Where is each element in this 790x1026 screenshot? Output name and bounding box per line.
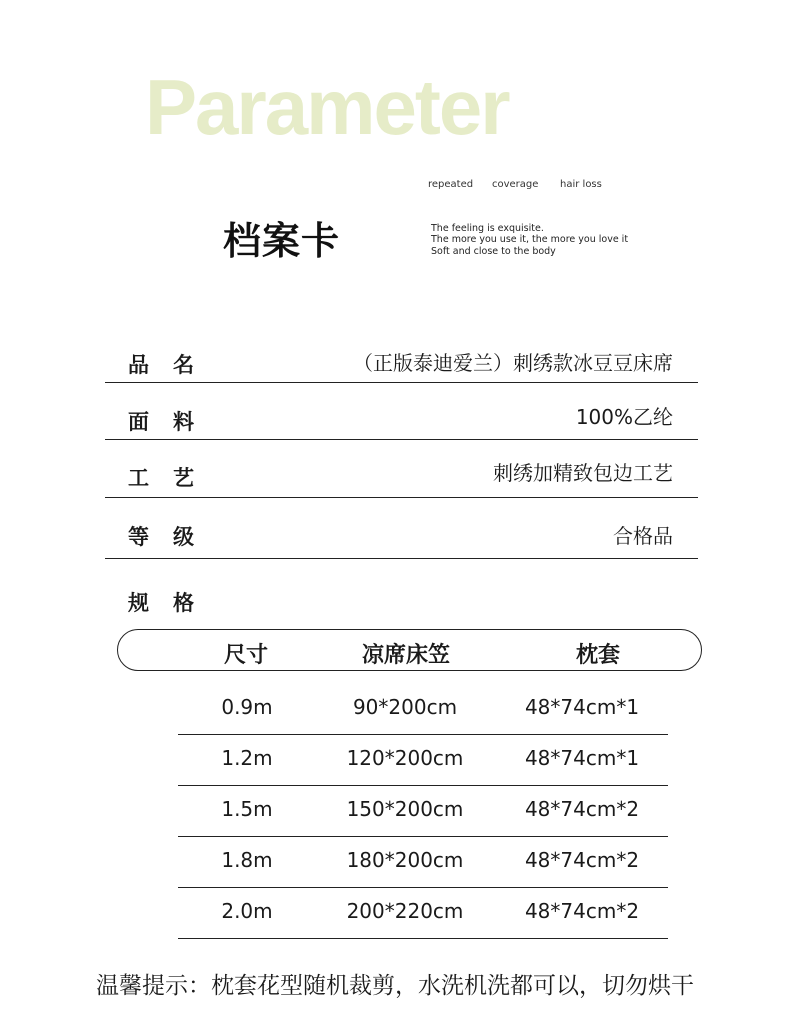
column-header-size: 尺寸 (223, 643, 269, 668)
cell-pillowcase: 48*74cm*2 (524, 899, 640, 923)
param-value: 合格品 (613, 524, 673, 548)
tag-coverage: coverage (492, 179, 539, 190)
description-line: Soft and close to the body (431, 245, 556, 257)
param-row-grade (105, 497, 698, 559)
param-row-fabric (105, 382, 698, 440)
column-header-mat: 凉席床笠 (361, 643, 451, 668)
cell-pillowcase: 48*74cm*1 (524, 695, 640, 719)
table-row (178, 785, 668, 837)
description-line: The more you use it, the more you love it (431, 234, 629, 246)
cell-pillowcase: 48*74cm*2 (524, 797, 640, 821)
cell-mat: 90*200cm (352, 695, 458, 719)
param-value: （正版泰迪爱兰）刺绣款冰豆豆床席 (353, 351, 673, 375)
cell-size: 2.0m (221, 899, 273, 923)
column-header-pillowcase: 枕套 (575, 643, 621, 668)
cell-mat: 120*200cm (346, 746, 464, 770)
hero-title: Parameter (145, 63, 509, 151)
cell-pillowcase: 48*74cm*2 (524, 848, 640, 872)
table-row (178, 683, 668, 735)
table-row (178, 734, 668, 786)
param-label: 等级 (128, 525, 218, 549)
param-row-name (105, 340, 698, 383)
cell-mat: 150*200cm (346, 797, 464, 821)
cell-size: 1.2m (221, 746, 273, 770)
cell-pillowcase: 48*74cm*1 (524, 746, 640, 770)
care-note: 温馨提示：枕套花型随机裁剪，水洗机洗都可以，切勿烘干 (96, 973, 694, 999)
param-row-craft (105, 439, 698, 498)
table-row (178, 887, 668, 939)
tag-hair-loss: hair loss (560, 179, 602, 190)
cell-size: 1.5m (221, 797, 273, 821)
card-title: 档案卡 (223, 219, 341, 263)
description (431, 223, 628, 257)
param-label: 工艺 (128, 466, 218, 490)
cell-size: 0.9m (221, 695, 273, 719)
description-line: The feeling is exquisite. (431, 223, 544, 234)
param-label: 品名 (128, 353, 218, 377)
param-value: 刺绣加精致包边工艺 (493, 461, 673, 485)
cell-mat: 200*220cm (346, 899, 464, 923)
table-row (178, 836, 668, 888)
cell-mat: 180*200cm (346, 848, 464, 872)
cell-size: 1.8m (221, 848, 273, 872)
param-label: 面料 (128, 410, 218, 434)
tag-repeated: repeated (428, 179, 474, 190)
spec-table-header (117, 629, 702, 671)
spec-label: 规格 (128, 591, 218, 615)
param-value: 100%乙纶 (575, 405, 673, 429)
